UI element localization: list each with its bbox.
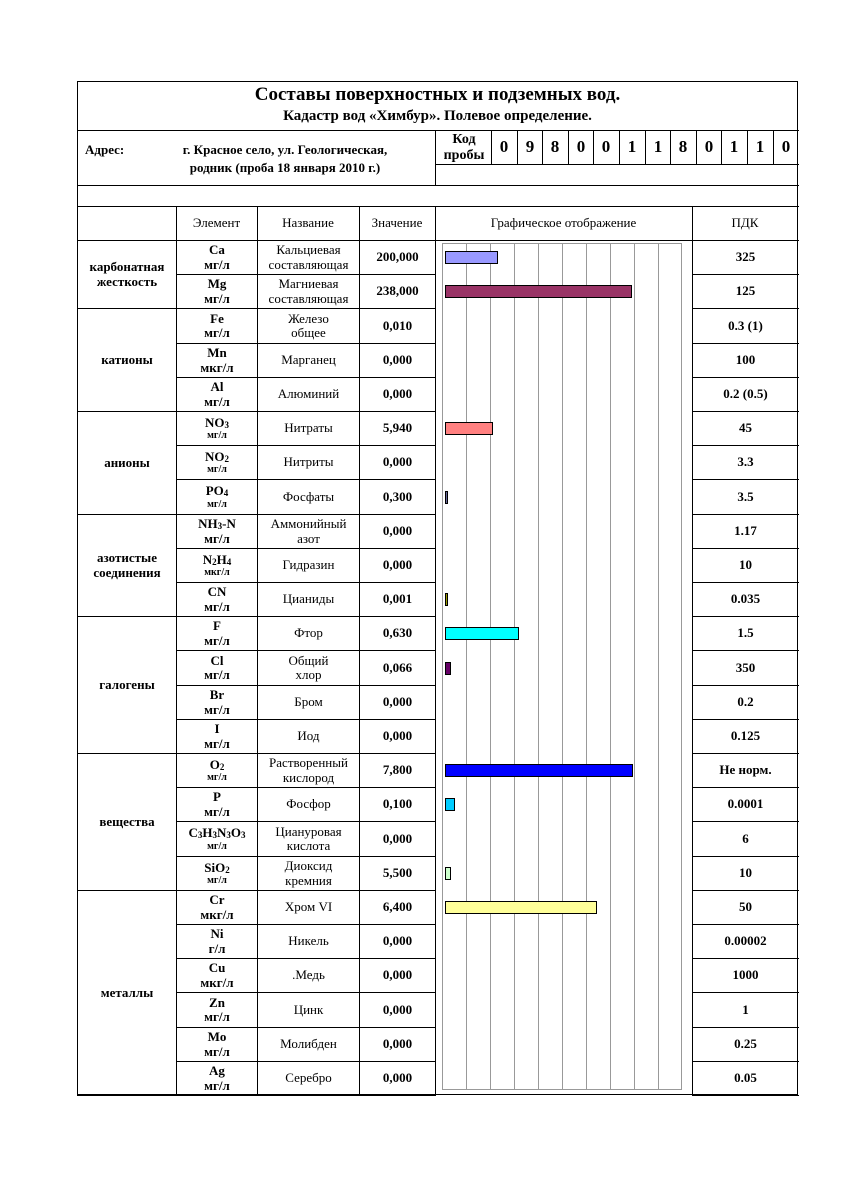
element-unit: мг/л [204,1043,230,1059]
element-subscript: 2 [219,761,225,772]
pdk-value: 0.3 (1) [728,317,763,333]
element-symbol-part: I [214,721,220,737]
element-symbol-part: H [202,825,213,841]
substance-name [258,993,359,1027]
measured-value: 0,001 [382,591,413,607]
pdk-value: 0.2 [737,694,754,710]
element-cell [177,857,257,890]
substance-name-line-1: Бром [294,694,323,710]
row-rule [176,1095,436,1096]
element-symbol-part: Ca [209,242,225,258]
column-header-name: Название [282,214,334,230]
substance-name [258,925,359,958]
substance-name-line-2: хлор [295,667,322,682]
substance-name-line-1: Хром VI [284,899,333,915]
pdk-value: 10 [739,557,752,573]
pdk-value: 125 [735,283,756,299]
group-label-line-1: анионы [104,454,150,470]
element-subscript: 2 [224,453,229,464]
element-symbol [210,688,224,702]
element-symbol-part: PO [205,483,224,499]
element-cell [177,412,257,445]
column-header-graph: Графическое отображение [490,214,637,230]
pdk-value: 0.05 [734,1070,757,1086]
row-rule [692,1095,799,1096]
value-bar [445,901,597,914]
element-symbol [207,346,227,360]
measured-value: 238,000 [376,283,419,299]
element-unit: мкг/л [200,906,234,922]
element-symbol-part: N [202,551,213,567]
element-symbol [203,553,232,568]
element-symbol [209,1064,225,1078]
code-label-line-1: Код [452,132,476,148]
element-subscript: 3 [212,830,217,841]
group-label-line-1: галогены [99,676,155,692]
element-unit: мг/л [204,701,230,717]
element-symbol-part: C [188,825,198,841]
pdk-value: 0.125 [730,728,761,744]
code-digit: 1 [755,137,765,157]
measured-value: 0,630 [382,625,413,641]
substance-name-line-1: Фтор [294,625,323,641]
element-cell [177,446,257,479]
substance-name [258,617,359,650]
element-symbol-part: Fe [210,310,224,326]
pdk-value: 0.25 [734,1036,757,1052]
element-symbol [210,758,225,773]
element-subscript: 3 [224,419,229,430]
element-symbol-part: NH [198,515,218,531]
element-symbol-part: Br [209,687,225,703]
address-line-1: г. Красное село, ул. Геологическая, [182,141,388,157]
substance-name [258,309,359,343]
element-symbol-part: SiO [204,859,226,875]
substance-name-line-2: кремния [285,872,332,888]
substance-name-line-2: составляющая [268,256,349,272]
substance-name-line-2: азот [297,530,320,546]
measured-value: 0,100 [382,796,413,812]
element-symbol-part: Ag [209,1063,225,1079]
substance-name [258,959,359,992]
value-bar [445,867,451,880]
substance-name-line-1: Молибден [280,1036,337,1052]
substance-name [258,891,359,924]
substance-name [258,378,359,411]
substance-name [258,446,359,479]
group-label-line-1: азотистые [97,550,157,566]
address-line-2: родник (проба 18 января 2010 г.) [189,159,381,175]
code-digit: 0 [704,137,714,157]
address-label: Адрес: [85,141,125,157]
element-unit: мг/л [204,290,230,306]
element-symbol [209,961,226,975]
code-digit: 8 [678,137,688,157]
element-subscript: 3 [241,830,246,841]
element-symbol [198,517,236,532]
element-symbol [209,243,225,257]
measured-value: 5,500 [382,865,413,881]
element-symbol [213,619,221,633]
element-unit: мг/л [207,840,227,852]
element-symbol [213,790,221,804]
measured-value: 5,940 [382,420,413,436]
element-symbol [208,277,227,291]
element-symbol [210,312,224,326]
element-symbol [214,722,219,736]
substance-name-line-1: .Медь [292,967,325,983]
substance-name [258,1062,359,1095]
element-symbol-part: CN [207,584,227,600]
element-cell [177,241,257,274]
element-cell [177,1062,257,1095]
element-symbol [205,416,229,431]
substance-name-line-1: Аммонийный [270,516,347,532]
column-header-pdk: ПДК [731,214,759,230]
element-subscript: 2 [225,864,230,875]
measured-value: 0,000 [382,967,413,983]
element-symbol-part: Cl [210,652,224,668]
element-symbol-part: P [213,789,221,805]
element-symbol-part: N [217,825,227,841]
group-label [78,754,176,890]
pdk-value: 1000 [732,967,759,983]
substance-name [258,686,359,719]
substance-name-line-1: Гидразин [282,557,335,573]
substance-name [258,651,359,685]
element-symbol [205,450,229,465]
element-cell [177,925,257,958]
element-symbol-part: H [216,551,227,567]
substance-name-line-1: Алюминий [277,386,340,402]
substance-name-line-1: Нитриты [283,454,334,470]
measured-value: 0,000 [382,523,413,539]
substance-name [258,754,359,787]
value-bar [445,593,448,606]
group-label-line-1: вещества [99,813,155,829]
value-bar [445,422,493,435]
element-cell [177,754,257,787]
substance-name-line-1: Фосфор [286,796,331,812]
element-symbol [208,1030,227,1044]
element-unit: мкг/л [200,974,234,990]
pdk-value: 45 [739,420,752,436]
element-unit: мг/л [207,464,227,476]
code-digit: 1 [653,137,663,157]
element-unit: мг/л [204,325,230,340]
address-rule [77,185,799,186]
element-symbol-part: Ni [210,926,224,942]
measured-value: 0,000 [382,454,413,470]
page-subtitle: Кадастр вод «Химбур». Полевое определение. [283,107,592,124]
element-unit: мкг/л [200,359,234,375]
group-rule [77,1095,177,1096]
element-unit: мг/л [204,598,230,614]
value-bar [445,662,451,675]
pdk-value: 3.3 [737,454,754,470]
pdk-value: 100 [735,352,756,368]
element-symbol [211,927,224,941]
element-cell [177,344,257,377]
element-symbol [211,654,224,668]
group-label [78,241,176,308]
measured-value: 0,000 [382,352,413,368]
measured-value: 6,400 [382,899,413,915]
value-bar [445,798,455,811]
pdk-value: 350 [735,659,756,675]
measured-value: 0,000 [382,694,413,710]
code-digit: 1 [627,137,637,157]
element-unit: мг/л [207,498,227,510]
element-unit: мг/л [204,530,230,546]
substance-name [258,275,359,308]
substance-name [258,857,359,890]
element-symbol [206,484,229,499]
pdk-value: Не норм. [719,762,772,778]
measured-value: 0,000 [382,830,413,846]
graph-gridline [658,243,659,1090]
substance-name-line-2: кислота [286,838,331,853]
substance-name-line-2: составляющая [268,290,349,306]
element-unit: мг/л [204,1009,230,1024]
element-symbol-part: Mo [207,1029,227,1045]
substance-name [258,412,359,445]
value-bar [445,285,632,298]
element-unit: мг/л [207,772,227,784]
element-unit: мг/л [204,1077,230,1093]
element-unit: мг/л [207,875,227,887]
substance-name-line-1: Фосфаты [282,488,335,504]
element-cell [177,480,257,514]
graph-gridline [514,243,515,1090]
pdk-value: 1 [742,1001,749,1017]
element-symbol-part: NO [205,414,225,430]
measured-value: 0,066 [382,659,413,675]
element-cell [177,275,257,308]
element-cell [177,788,257,821]
group-label-line-1: катионы [101,351,153,367]
pdk-value: 1.5 [737,625,754,641]
element-symbol [209,893,224,907]
pdk-value: 10 [739,865,752,881]
element-cell [177,309,257,343]
element-symbol-part: Mn [207,345,227,361]
value-bar [445,251,498,264]
graph-gridline [634,243,635,1090]
pdk-value: 0.0001 [727,796,764,812]
element-subscript: 3 [226,830,231,841]
group-label [78,412,176,514]
group-label [78,891,176,1095]
substance-name-line-1: Нитраты [284,420,333,436]
pdk-value: 0.2 (0.5) [723,386,768,402]
element-symbol-part: O [230,825,242,841]
measured-value: 0,000 [382,933,413,949]
element-symbol-part: F [213,618,221,634]
measured-value: 0,000 [382,1036,413,1052]
code-bottom-rule [435,164,799,165]
substance-name-line-2: кислород [282,769,335,785]
group-label-line-2: жесткость [96,273,158,289]
graph-gridline [490,243,491,1090]
element-symbol [188,826,245,841]
code-digit: 9 [525,137,535,157]
substance-name [258,344,359,377]
element-subscript: 4 [223,488,229,499]
graph-gridline [538,243,539,1090]
element-unit: мг/л [204,632,230,648]
substance-name-line-1: Железо [288,310,329,326]
element-symbol [211,380,224,394]
element-symbol-part: O [209,756,220,772]
page-title: Составы поверхностных и подземных вод. [254,83,621,105]
measured-value: 0,010 [382,317,413,333]
measured-value: 0,000 [382,1001,413,1017]
substance-name-line-1: Диоксид [284,858,333,874]
substance-name-line-1: Кальциевая [276,242,341,258]
element-cell [177,583,257,616]
substance-name [258,1028,359,1061]
element-unit: мг/л [204,393,230,409]
element-cell [177,1028,257,1061]
substance-name-line-1: Магниевая [278,276,339,292]
element-unit: мг/л [204,667,230,682]
code-digit: 1 [729,137,739,157]
element-symbol-part: Cr [209,892,225,908]
group-label-line-2: соединения [93,564,161,580]
substance-name [258,720,359,753]
measured-value: 0,000 [382,728,413,744]
substance-name-line-1: Цианиды [282,591,335,607]
element-cell [177,515,257,548]
element-cell [177,378,257,411]
substance-name [258,241,359,274]
element-symbol [208,585,227,599]
measured-value: 0,300 [382,488,413,504]
substance-name-line-1: Цинк [293,1001,324,1017]
column-header-value: Значение [371,214,423,230]
substance-name-line-1: Растворенный [269,755,348,771]
element-subscript: 4 [226,556,232,567]
element-unit: мг/л [204,735,230,751]
group-label [78,515,176,616]
measured-value: 7,800 [382,762,413,778]
group-label-line-1: металлы [100,984,154,1000]
code-digit: 0 [601,137,611,157]
element-subscript: 2 [212,556,217,567]
measured-value: 0,000 [382,386,413,402]
substance-name [258,480,359,514]
substance-name-line-1: Марганец [281,352,336,368]
graph-gridline [610,243,611,1090]
substance-name [258,788,359,821]
element-cell [177,549,257,582]
substance-name [258,515,359,548]
pdk-value: 3.5 [737,488,754,504]
measured-value: 200,000 [376,249,419,265]
element-cell [177,617,257,650]
element-subscript: 3 [217,520,223,531]
pdk-value: 50 [739,899,752,915]
pdk-value: 0.00002 [724,933,767,949]
value-bar [445,491,448,504]
substance-name [258,822,359,856]
element-cell [177,891,257,924]
element-symbol-part: Cu [208,960,226,976]
value-bar [445,627,519,640]
graph-gridline [466,243,467,1090]
substance-name [258,549,359,582]
substance-name-line-1: Иод [297,728,320,744]
code-digit: 0 [499,137,509,157]
element-unit: мг/л [204,803,230,819]
element-cell [177,686,257,719]
group-label [78,617,176,753]
substance-name-line-1: Серебро [285,1070,332,1086]
element-symbol [204,861,229,876]
column-header-element: Элемент [192,214,241,230]
element-symbol-part: -N [222,515,236,531]
pdk-value: 6 [742,830,749,846]
element-cell [177,720,257,753]
substance-name-line-2: общее [291,325,326,340]
element-symbol [209,996,225,1010]
pdk-value: 325 [735,249,756,265]
group-label [78,309,176,411]
element-symbol-part: NO [205,448,225,464]
code-digit: 0 [781,137,791,157]
substance-name-line-1: Никель [288,933,329,949]
element-cell [177,651,257,685]
element-unit: мг/л [207,430,227,442]
pdk-value: 0.035 [730,591,761,607]
element-cell [177,822,257,856]
element-cell [177,993,257,1027]
element-cell [177,959,257,992]
substance-name [258,583,359,616]
element-unit: г/л [208,940,226,956]
code-label-line-2: пробы [443,147,485,163]
code-digit: 8 [550,137,560,157]
pdk-value: 1.17 [734,523,757,539]
value-bar [445,764,633,777]
substance-name-line-1: Общий [288,652,329,668]
element-symbol-part: Zn [209,994,225,1010]
element-symbol-part: Mg [207,276,227,292]
substance-name-line-1: Циануровая [275,823,342,839]
graph-gridline [586,243,587,1090]
element-unit: мкг/л [204,567,230,579]
graph-gridline [562,243,563,1090]
measured-value: 0,000 [382,557,413,573]
element-symbol-part: Al [210,379,224,395]
element-subscript: 3 [197,830,203,841]
measured-value: 0,000 [382,1070,413,1086]
code-label [436,131,492,164]
code-digit: 0 [576,137,586,157]
group-label-line-1: карбонатная [89,259,165,275]
element-unit: мг/л [204,256,230,272]
